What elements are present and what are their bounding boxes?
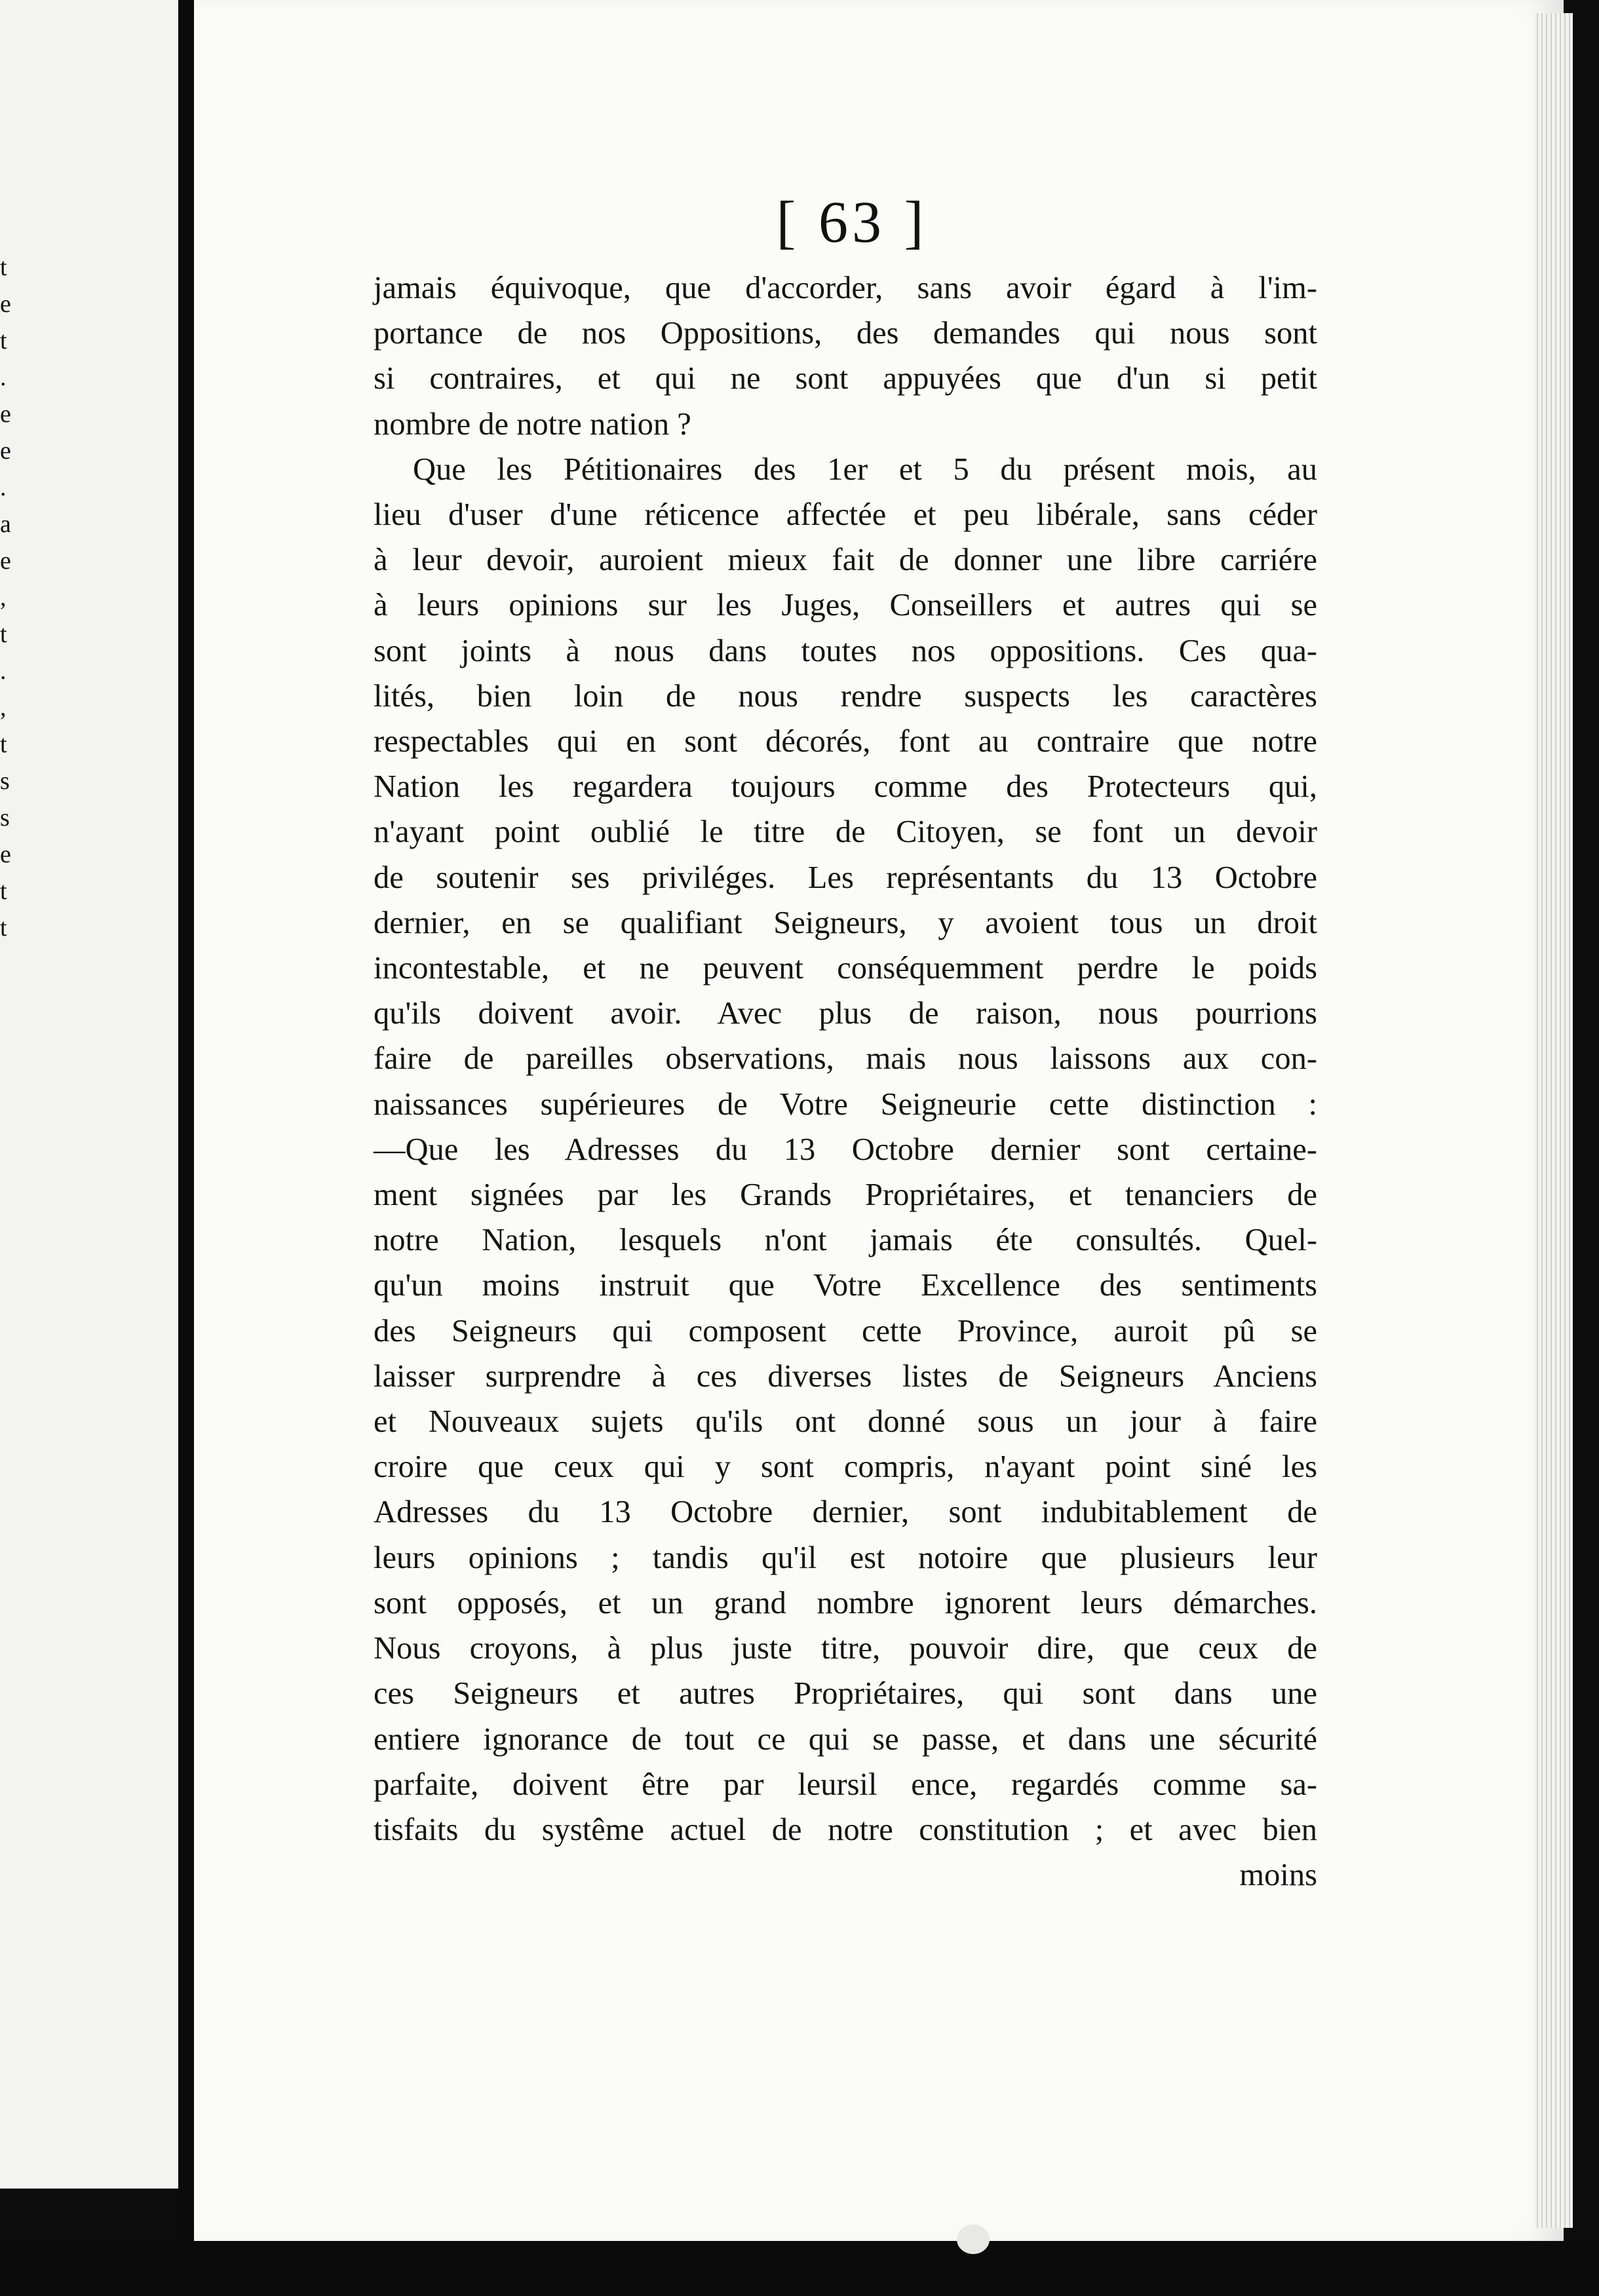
text-line: entiere ignorance de tout ce qui se passe, et dans une sécurité — [374, 1721, 1317, 1757]
left-margin-char: a — [0, 510, 11, 538]
text-line: Nation les regardera toujours comme des Protecteurs qui, — [374, 769, 1317, 805]
text-line: de soutenir ses priviléges. Les représentants du 13 Octobre — [374, 860, 1317, 895]
text-line: lieu d'user d'une réticence affectée et peu libérale, sans céder — [374, 497, 1317, 533]
left-margin-char: e — [0, 400, 11, 428]
page-number: [ 63 ] — [776, 190, 928, 255]
text-line: qu'ils doivent avoir. Avec plus de raison, nous pourrions — [374, 996, 1317, 1031]
text-line: jamais équivoque, que d'accorder, sans avoir égard à l'im- — [374, 271, 1317, 305]
left-margin-char: t — [0, 731, 7, 758]
paper-speck — [957, 2225, 990, 2254]
text-line: ces Seigneurs et autres Propriétaires, qui sont dans une — [374, 1676, 1317, 1712]
book-gutter — [178, 0, 194, 2296]
text-line: respectables qui en sont décorés, font au contraire que notre — [374, 724, 1317, 759]
text-line: à leurs opinions sur les Juges, Conseillers et autres qui se — [374, 588, 1317, 623]
body-text — [374, 265, 1317, 1898]
left-margin-char: , — [0, 694, 7, 721]
text-line: incontestable, et ne peuvent conséquemment perdre le poids — [374, 951, 1317, 986]
text-line: ment signées par les Grands Propriétaires, et tenanciers de — [374, 1177, 1317, 1213]
left-margin-char: e — [0, 841, 11, 868]
left-margin-char: t — [0, 254, 7, 281]
text-line: Adresses du 13 Octobre dernier, sont indubitablement de — [374, 1495, 1317, 1530]
text-line: à leur devoir, auroient mieux fait de donner une libre carriére — [374, 543, 1317, 578]
text-line: croire que ceux qui y sont compris, n'ayant point siné les — [374, 1449, 1317, 1485]
left-margin-char: s — [0, 767, 10, 795]
left-margin-text-fragments — [0, 249, 13, 1363]
text-line: n'ayant point oublié le titre de Citoyen, se font un devoir — [374, 814, 1317, 850]
catchword: moins — [1239, 1858, 1317, 1893]
text-line: notre Nation, lesquels n'ont jamais éte consultés. Quel- — [374, 1223, 1317, 1258]
text-line: naissances supérieures de Votre Seigneurie cette distinction : — [374, 1086, 1317, 1122]
left-margin-char: t — [0, 877, 7, 905]
text-line: portance de nos Oppositions, des demandes qui nous sont — [374, 316, 1317, 351]
left-margin-char: e — [0, 437, 11, 465]
left-margin-char: s — [0, 804, 10, 832]
text-line: si contraires, et qui ne sont appuyées que d'un si petit — [374, 361, 1317, 396]
text-line: Que les Pétitionaires des 1er et 5 du présent mois, au — [413, 451, 1317, 487]
left-margin-char: , — [0, 584, 7, 611]
text-line: —Que les Adresses du 13 Octobre dernier sont certaine- — [374, 1132, 1317, 1167]
text-line: parfaite, doivent être par leursil ence, regardés comme sa- — [374, 1767, 1317, 1802]
left-margin-char: t — [0, 327, 7, 354]
text-line: tisfaits du systême actuel de notre constitution ; et avec bien — [374, 1812, 1317, 1847]
left-margin-char: . — [0, 474, 7, 501]
text-line: sont joints à nous dans toutes nos oppositions. Ces qua- — [374, 633, 1317, 668]
left-margin-char: e — [0, 290, 11, 318]
left-margin-char: . — [0, 364, 7, 391]
text-line: des Seigneurs qui composent cette Province, auroit pû se — [374, 1313, 1317, 1349]
left-margin-char: t — [0, 914, 7, 942]
text-line: faire de pareilles observations, mais nous laissons aux con- — [374, 1041, 1317, 1077]
text-line: et Nouveaux sujets qu'ils ont donné sous un jour à faire — [374, 1404, 1317, 1440]
text-line: dernier, en se qualifiant Seigneurs, y avoient tous un droit — [374, 905, 1317, 940]
text-line: sont opposés, et un grand nombre ignorent leurs démarches. — [374, 1585, 1317, 1620]
text-line: nombre de notre nation ? — [374, 406, 691, 442]
left-margin-char: e — [0, 547, 11, 575]
text-line: qu'un moins instruit que Votre Excellence des sentiments — [374, 1268, 1317, 1303]
page-edge-stack — [1533, 13, 1573, 2228]
text-line: lités, bien loin de nous rendre suspects les caractères — [374, 678, 1317, 714]
left-margin-char: t — [0, 621, 7, 648]
text-line: leurs opinions ; tandis qu'il est notoire que plusieurs leur — [374, 1540, 1317, 1575]
left-margin-char: . — [0, 657, 7, 685]
bottom-dark-band — [0, 2241, 1599, 2296]
text-line: Nous croyons, à plus juste titre, pouvoir dire, que ceux de — [374, 1631, 1317, 1666]
text-line: laisser surprendre à ces diverses listes de Seigneurs Anciens — [374, 1358, 1317, 1394]
left-page — [0, 0, 178, 2189]
